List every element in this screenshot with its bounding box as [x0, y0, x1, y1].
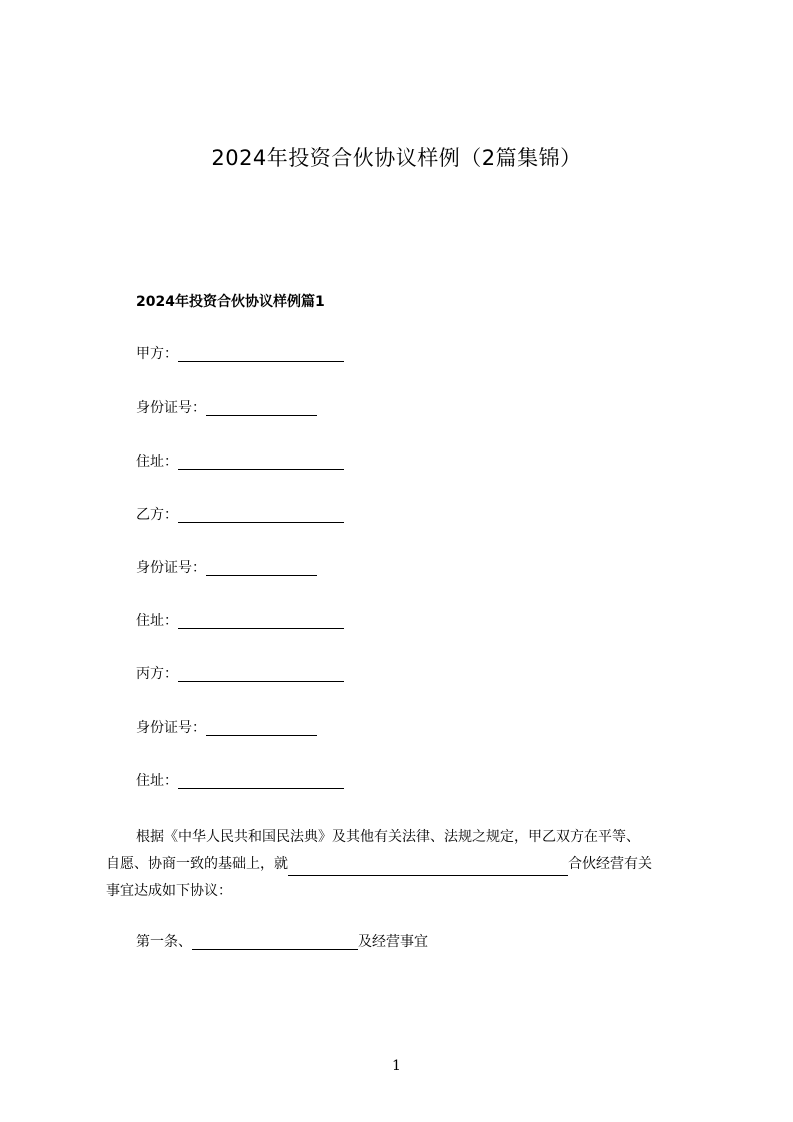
party-c-address-field [136, 771, 344, 791]
business-name-blank [288, 859, 568, 876]
party-b-blank [178, 506, 344, 523]
preamble-line-3: 事宜达成如下协议： [106, 883, 232, 899]
party-c-label: 丙方： [136, 666, 178, 682]
article-1 [136, 932, 428, 952]
party-a-blank [178, 345, 344, 362]
article-1-blank [192, 933, 358, 950]
party-c-address-label: 住址： [136, 773, 178, 789]
party-a-id-field [136, 398, 317, 418]
party-c-blank [178, 665, 344, 682]
party-b-address-blank [178, 612, 344, 629]
party-a-id-label: 身份证号： [136, 400, 206, 416]
party-c-field [136, 664, 344, 684]
party-a-id-blank [206, 399, 317, 416]
party-c-id-blank [206, 719, 317, 736]
preamble-line-1: 根据《中华人民共和国民法典》及其他有关法律、法规之规定，甲乙双方在平等、 [136, 829, 640, 845]
article-1-suffix: 及经营事宜 [358, 934, 428, 950]
preamble-line-2-end: 合伙经营有关 [568, 856, 652, 872]
agreement-preamble [106, 824, 726, 905]
party-c-id-field [136, 718, 317, 738]
party-b-id-blank [206, 559, 317, 576]
party-b-field [136, 505, 344, 525]
preamble-line-2-start: 自愿、协商一致的基础上，就 [106, 856, 288, 872]
party-a-label: 甲方： [136, 346, 178, 362]
party-b-address-field [136, 611, 344, 631]
preamble-line-2 [106, 851, 726, 878]
party-b-id-field [136, 558, 317, 578]
party-b-label: 乙方： [136, 507, 178, 523]
party-c-address-blank [178, 772, 344, 789]
section-heading: 2024年投资合伙协议样例篇1 [136, 294, 325, 310]
party-c-id-label: 身份证号： [136, 720, 206, 736]
article-1-prefix: 第一条、 [136, 934, 192, 950]
party-a-address-field [136, 452, 344, 472]
party-a-address-label: 住址： [136, 454, 178, 470]
page-number: 1 [392, 1058, 401, 1074]
document-title: 2024年投资合伙协议样例（2篇集锦） [211, 146, 582, 170]
party-a-field [136, 344, 344, 364]
party-b-id-label: 身份证号： [136, 560, 206, 576]
party-b-address-label: 住址： [136, 613, 178, 629]
party-a-address-blank [178, 453, 344, 470]
